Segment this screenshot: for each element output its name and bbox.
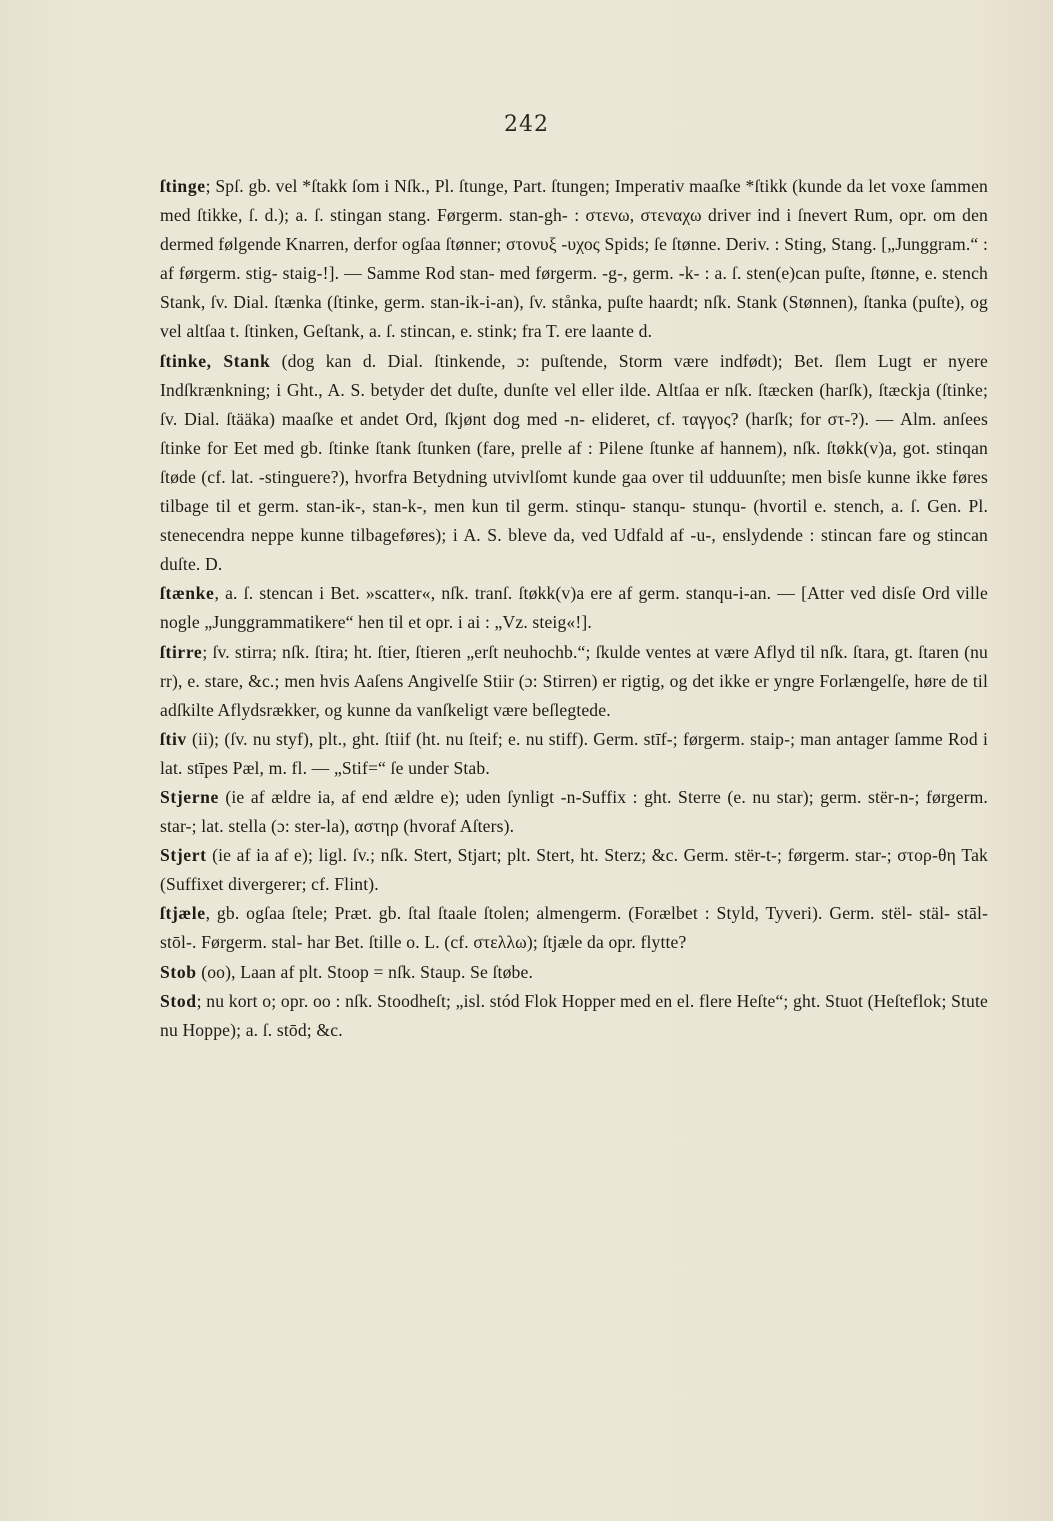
entry-body-staenke: , a. ſ. stencan i Bet. »scatter«, nſk. tranſ. ſtøkk(v)a ere af germ. stanqu-i-an. — [Atter ved disſe Ord ville nogle „Junggrammatikere“ hen til et opr. i ai : „Vz. steig«!]. bbox=[160, 583, 988, 633]
entry-body-stjaele: , gb. ogſaa ſtele; Præt. gb. ſtal ſtaale ſtolen; almengerm. (Forælbet : Styld, Tyveri). Germ. stël- stäl- stāl- stōl-. Førgerm. stal- har Bet. ſtille o. L. (cf. στελλω); ſtjæle da opr. flytte? bbox=[160, 903, 988, 953]
entry-stob bbox=[160, 958, 988, 987]
headword-staenke: ſtænke bbox=[160, 583, 215, 604]
headword-stjerne: Stjerne bbox=[160, 786, 219, 807]
entry-stjaele bbox=[160, 899, 988, 957]
entry-stinge bbox=[160, 172, 988, 347]
entry-body-stod: ; nu kort o; opr. oo : nſk. Stoodheſt; „isl. stód Flok Hopper med en el. flere Heſte“; ght. Stuot (Heſteflok; Stute nu Hoppe); a. ſ. stōd; &c. bbox=[160, 990, 988, 1040]
entry-stjert bbox=[160, 841, 988, 899]
entry-stjerne bbox=[160, 783, 988, 841]
entry-stiv bbox=[160, 725, 988, 783]
entry-staenke bbox=[160, 579, 988, 637]
entry-body-stob: (oo), Laan af plt. Stoop = nſk. Staup. Se ſtøbe. bbox=[196, 961, 533, 982]
headword-stjaele: ſtjæle bbox=[160, 903, 206, 924]
entry-body-stinge: ; Spſ. gb. vel *ſtakk ſom i Nſk., Pl. ſtunge, Part. ſtungen; Imperativ maaſke *ſtikk (kunde da let voxe ſammen med ſtikke, ſ. d.); a. ſ. stingan stang. Førgerm. stan-gh- : στενω, στεναχω driver ind i ſnevert Rum, opr. om den dermed følgende Knarren, derfor ogſaa ſtønner; στονυξ -υχος Spids; ſe ſtønne. Deriv. : Sting, Stang. [„Junggram.“ : af førgerm. stig- staig-!]. — Samme Rod stan- med førgerm. -g-, germ. -k- : a. ſ. sten(e)can puſte, ſtønne, e. stench Stank, ſv. Dial. ſtænka (ſtinke, germ. stan-ik-i-an), ſv. stånka, puſte haardt; nſk. Stank (Stønnen), ſtanka (puſte), og vel altſaa t. ſtinken, Geſtank, a. ſ. stincan, e. stink; fra T. ere laante d. bbox=[160, 176, 988, 342]
entry-body-stiv: (ii); (ſv. nu styf), plt., ght. ſtiif (ht. nu ſteif; e. nu stiff). Germ. stīf-; førgerm. staip-; man antager ſamme Rod i lat. stīpes Pæl, m. fl. — „Stif=“ ſe under Stab. bbox=[160, 728, 988, 778]
headword-stinge: ſtinge bbox=[160, 176, 206, 196]
page-number: 242 bbox=[504, 112, 549, 137]
headword-stjert: Stjert bbox=[160, 845, 207, 866]
entry-body-stinke: (dog kan d. Dial. ſtinkende, ɔ: puſtende, Storm være indfødt); Bet. ſlem Lugt er nyere Indſkrænkning; i Ght., A. S. betyder det duſte, dunſte vel eller ilde. Altſaa er nſk. ſtæcken (harſk), ſtæckja (ſtinke; ſv. Dial. ſtääka) maaſke et andet Ord, ſkjønt dog med -n- elideret, cf. ταγγος? (harſk; for στ-?). — Alm. anſees ſtinke for Eet med gb. ſtinke ſtank ſtunken (fare, prelle af : Pilene ſtunke af hannem), nſk. ſtøkk(v)a, got. stinqan ſtøde (cf. lat. -stinguere?), hvorfra Betydning utvivlſomt kunde gaa over til udduunſte; men bisſe kunne ikke føres tilbage til et germ. stan-ik-, stan-k-, men kun til germ. stinqu- stanqu- stunqu- (hvortil e. stench, a. ſ. Gen. Pl. stenecendra neppe kunne tilbageføres); i A. S. bleve da, ved Udfald af -u-, enslydende : stincan fare og stincan duſte. D. bbox=[160, 350, 988, 575]
entry-stirre bbox=[160, 638, 988, 725]
entry-stinke bbox=[160, 347, 988, 580]
headword-stiv: ſtiv bbox=[160, 728, 187, 749]
headword-stirre: ſtirre bbox=[160, 641, 203, 662]
entry-body-stjert: (ie af ia af e); ligl. ſv.; nſk. Stert, Stjart; plt. Stert, ht. Sterz; &c. Germ. stër-t-; førgerm. star-; στορ-θη Tak (Suffixet divergerer; cf. Flint). bbox=[160, 845, 988, 895]
headword-stod: Stod bbox=[160, 990, 197, 1011]
entry-body-stirre: ; ſv. stirra; nſk. ſtira; ht. ſtier, ſtieren „erſt neuhochb.“; ſkulde ventes at være Aflyd til nſk. ſtara, gt. ſtaren (nu rr), e. stare, &c.; men hvis Aaſens Angivelſe Stiir (ɔ: Stirren) er rigtig, og det ikke er yngre Forlængelſe, høre de til adſkilte Aflydsrækker, og kunne da vanſkeligt være beſlegtede. bbox=[160, 641, 988, 720]
entry-stod bbox=[160, 987, 988, 1045]
dictionary-text bbox=[160, 172, 988, 1045]
headword-stinke: ſtinke, Stank bbox=[160, 350, 271, 371]
headword-stob: Stob bbox=[160, 961, 197, 982]
entry-body-stjerne: (ie af ældre ia, af end ældre e); uden ſynligt -n-Suffix : ght. Sterre (e. nu star); germ. stër-n-; førgerm. star-; lat. stella (ɔ: ster-la), αστηρ (hvoraf Aſters). bbox=[160, 786, 988, 837]
